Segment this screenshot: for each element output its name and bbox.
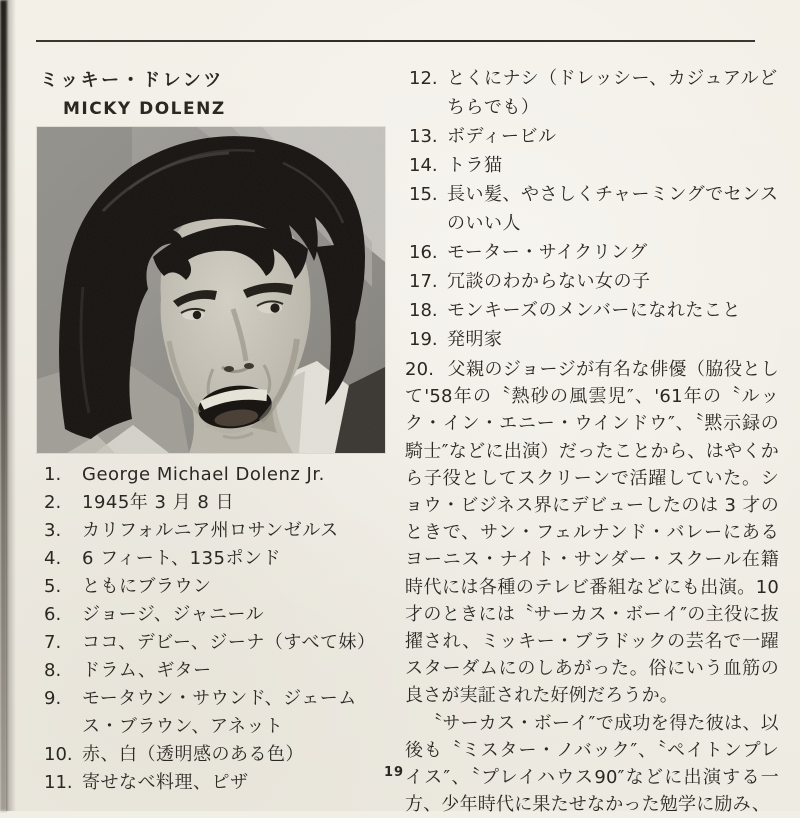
list-item-text: モーター・サイクリング [447, 242, 648, 263]
list-item [405, 325, 779, 354]
list-item-text: ともにブラウン [82, 576, 212, 597]
list-item-number: 7. [44, 632, 62, 653]
list-item-text: 冗談のわからない女の子 [447, 271, 651, 292]
list-item-number: 19. [409, 329, 438, 350]
list-item [40, 685, 392, 741]
title-japanese: ミッキー・ドレンツ [40, 70, 224, 91]
list-item-text: ドラム、ギター [82, 660, 212, 681]
title-english: MICKY DOLENZ [63, 99, 226, 119]
list-item [40, 629, 392, 657]
list-item [405, 296, 779, 325]
list-item-text: ボディービル [447, 126, 557, 147]
list-item [405, 64, 779, 122]
list-item-text: とくにナシ（ドレッシー、カジュアルどちらでも） [447, 68, 778, 118]
list-item-text: ジョージ、ジャニール [82, 604, 265, 625]
list-item-number: 8. [44, 660, 62, 681]
list-item [40, 573, 392, 601]
list-item-number: 18. [409, 300, 438, 321]
list-item-number: 6. [44, 604, 62, 625]
portrait-photo [37, 127, 385, 453]
list-item-text: ココ、デビー、ジーナ（すべて妹） [82, 632, 376, 653]
page-number: 19 [383, 765, 405, 780]
list-item-number: 17. [409, 271, 438, 292]
list-item [405, 267, 779, 296]
list-item-text: 長い髪、やさしくチャーミングでセンスのいい人 [447, 184, 779, 234]
list-item-number: 14. [409, 155, 438, 176]
list-item-number: 15. [409, 184, 438, 205]
list-item-number: 12. [409, 68, 438, 89]
list-item-number: 1. [44, 464, 62, 485]
list-item [40, 545, 392, 573]
list-item-text: 寄せなべ料理、ピザ [82, 772, 249, 793]
list-item-20-paragraph [405, 356, 779, 710]
list-item [405, 151, 779, 180]
list-item [40, 601, 392, 629]
list-item-number: 11. [44, 772, 73, 793]
portrait-photo-illustration [37, 127, 385, 453]
book-spine-fade [6, 0, 16, 811]
page-header [40, 66, 390, 119]
list-item [40, 517, 392, 545]
list-item [405, 180, 779, 238]
list-item [40, 769, 392, 797]
list-item-number: 2. [44, 492, 62, 513]
list-item-text: 1945年 3 月 8 日 [82, 492, 235, 513]
list-item-number: 13. [409, 126, 438, 147]
profile-list-left [40, 461, 392, 797]
list-item-text: モンキーズのメンバーになれたこと [447, 300, 741, 321]
list-item [40, 657, 392, 685]
list-item-text: 6 フィート、135ポンド [82, 548, 281, 569]
list-item-number: 9. [44, 688, 62, 709]
list-item [405, 238, 779, 267]
list-item-number: 3. [44, 520, 62, 541]
list-item-number: 4. [44, 548, 62, 569]
list-item-number: 10. [44, 744, 73, 765]
body-paragraph: 〝サーカス・ボーイ″で成功を得た彼は、以後も〝ミスター・ノバック″、〝ペイトンプレイス″、〝プレイハウス90″などに出演する一方、少年時代に果たせなかった勉学に励み、 [405, 712, 779, 816]
list-item [405, 122, 779, 151]
list-item-text: 赤、白（透明感のある色） [82, 744, 304, 765]
list-item [40, 489, 392, 517]
list-item-text: カリフォルニア州ロサンゼルス [82, 520, 339, 541]
list-item [40, 461, 392, 489]
list-item-number: 16. [409, 242, 438, 263]
list-item [40, 741, 392, 769]
list-item-number: 5. [44, 576, 62, 597]
top-rule-divider [36, 40, 755, 42]
list-item-text: モータウン・サウンド、ジェームス・ブラウン、アネット [82, 688, 357, 737]
list-item-text: 発明家 [447, 329, 503, 350]
right-column [405, 64, 779, 818]
list-item-text: George Michael Dolenz Jr. [82, 464, 325, 485]
list-item-text: 父親のジョージが有名な俳優（脇役として'58年の〝熱砂の風雲児″、'61年の〝ルック・イン・エニー・ウインドウ″、〝黙示録の騎士″などに出演）だったことから、はやくから子役としてスクリーンで活躍していた。ショウ・ビジネス界にデビューしたのは 3 才のときで、サン・フェルナンド・バレーにあるヨーニス・ナイト・サンダー・スクール在籍時代には各種のテレビ番組などにも出演。10才のときには〝サーカス・ボーイ″の主役に抜擢され、ミッキー・ブラドックの芸名で一躍スターダムにのしあがった。俗にいう血筋の良さが実証された好例だろうか。 [405, 359, 779, 707]
list-item-text: トラ猫 [447, 155, 503, 176]
profile-list-right [405, 64, 779, 354]
list-item-number: 20. [405, 359, 435, 380]
